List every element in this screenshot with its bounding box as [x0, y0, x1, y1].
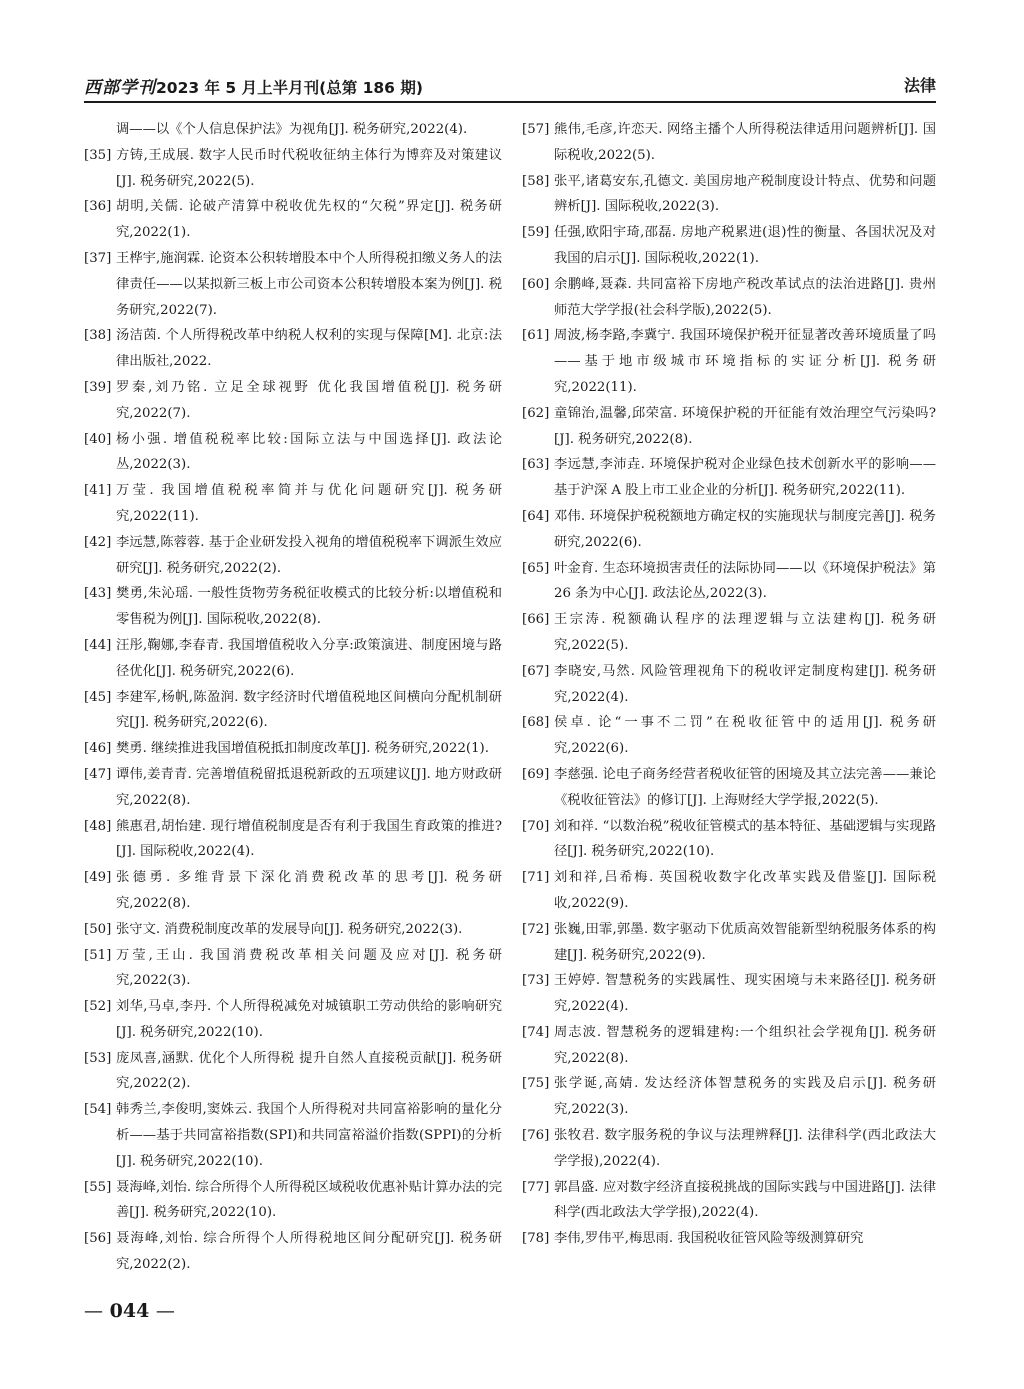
- reference-number: [75]: [522, 1076, 550, 1092]
- reference-number: [69]: [522, 766, 550, 782]
- reference-entry: [84, 685, 502, 737]
- reference-text: 万莹,王山. 我国消费税改革相关问题及应对[J]. 税务研究,2022(3).: [116, 947, 502, 989]
- reference-entry: [522, 117, 936, 169]
- reference-text: 周波,杨李路,李冀宁. 我国环境保护税开征显著改善环境质量了吗——基于地市级城市环境指标的实证分析[J]. 税务研究,2022(11).: [554, 328, 936, 395]
- reference-text: 张德勇. 多维背景下深化消费税改革的思考[J]. 税务研究,2022(8).: [116, 870, 502, 911]
- reference-number: [64]: [522, 508, 550, 524]
- reference-text: 刘和祥,吕希梅. 英国税收数字化改革实践及借鉴[J]. 国际税收,2022(9).: [554, 870, 936, 911]
- reference-text: 熊伟,毛彦,许恋天. 网络主播个人所得税法律适用问题辨析[J]. 国际税收,2022(5).: [554, 122, 936, 163]
- reference-number: [38]: [84, 328, 112, 344]
- reference-text: 胡明,关儒. 论破产清算中税收优先权的“欠税”界定[J]. 税务研究,2022(1).: [116, 199, 502, 241]
- footer-dash-right: —: [155, 1300, 175, 1322]
- section-title: 法律: [903, 76, 936, 95]
- reference-number: [71]: [522, 870, 550, 886]
- reference-number: [55]: [84, 1179, 112, 1195]
- reference-number: [52]: [84, 999, 112, 1015]
- reference-text: 王宗涛. 税额确认程序的法理逻辑与立法建构[J]. 税务研究,2022(5).: [554, 612, 936, 653]
- reference-text: 调——以《个人信息保护法》为视角[J]. 税务研究,2022(4).: [116, 122, 468, 137]
- reference-number: [48]: [84, 818, 112, 834]
- reference-number: [67]: [522, 663, 550, 679]
- reference-text: 叶金育. 生态环境损害责任的法际协同——以《环境保护税法》第 26 条为中心[J]. 政法论丛,2022(3).: [554, 560, 936, 602]
- reference-text: 樊勇,朱沁瑶. 一般性货物劳务税征收模式的比较分析:以增值税和零售税为例[J]. 国际税收,2022(8).: [116, 586, 502, 628]
- reference-entry: [84, 323, 502, 375]
- reference-entry: [84, 736, 502, 762]
- reference-number: [59]: [522, 225, 550, 241]
- reference-text: 李晓安,马然. 风险管理视角下的税收评定制度构建[J]. 税务研究,2022(4).: [554, 663, 936, 705]
- reference-text: 李伟,罗伟平,梅思雨. 我国税收征管风险等级测算研究: [554, 1231, 864, 1247]
- reference-number: [41]: [84, 483, 112, 499]
- reference-entry: [522, 659, 936, 711]
- reference-entry: [84, 917, 502, 943]
- reference-text: 李慈强. 论电子商务经营者税收征管的困境及其立法完善——兼论《税收征管法》的修订[J]. 上海财经大学学报,2022(5).: [554, 766, 936, 808]
- reference-entry: [84, 1046, 502, 1098]
- reference-number: [40]: [84, 431, 112, 447]
- reference-number: [62]: [522, 405, 550, 421]
- reference-number: [42]: [84, 534, 112, 550]
- reference-number: [58]: [522, 173, 550, 189]
- reference-number: [49]: [84, 870, 112, 886]
- reference-number: [60]: [522, 276, 550, 292]
- reference-entry: [84, 814, 502, 866]
- reference-entry: [522, 1020, 936, 1072]
- reference-text: 郭昌盛. 应对数字经济直接税挑战的国际实践与中国进路[J]. 法律科学(西北政法大学学报),2022(4).: [554, 1179, 936, 1221]
- reference-text: 韩秀兰,李俊明,窦姝云. 我国个人所得税对共同富裕影响的量化分析——基于共同富裕指数(SPI)和共同富裕溢价指数(SPPI)的分析[J]. 税务研究,2022(10).: [116, 1102, 502, 1169]
- reference-number: [57]: [522, 122, 550, 137]
- reference-number: [61]: [522, 328, 550, 344]
- reference-text: 侯卓. 论“一事不二罚”在税收征管中的适用[J]. 税务研究,2022(6).: [554, 715, 936, 757]
- page-header: [84, 71, 936, 103]
- reference-number: [78]: [522, 1231, 550, 1247]
- reference-number: [36]: [84, 199, 112, 215]
- reference-text: 王婷婷. 智慧税务的实践属性、现实困境与未来路径[J]. 税务研究,2022(4).: [554, 973, 936, 1015]
- reference-number: [70]: [522, 818, 550, 834]
- journal-logo: 西部学刊: [84, 78, 156, 98]
- reference-entry: [522, 556, 936, 608]
- reference-text: 谭伟,姜青青. 完善增值税留抵退税新政的五项建议[J]. 地方财政研究,2022(8).: [116, 766, 502, 808]
- reference-entry: [84, 943, 502, 995]
- reference-text: 聂海峰,刘怡. 综合所得个人所得税区域税收优惠补贴计算办法的完善[J]. 税务研究,2022(10).: [116, 1179, 502, 1221]
- reference-entry: [84, 478, 502, 530]
- reference-text: 万莹. 我国增值税税率简并与优化问题研究[J]. 税务研究,2022(11).: [116, 483, 502, 524]
- page-footer: [84, 1300, 175, 1322]
- reference-text: 汪彤,鞠娜,李春青. 我国增值税收入分享:政策演进、制度困境与路径优化[J]. 税务研究,2022(6).: [116, 637, 502, 679]
- reference-number: [35]: [84, 147, 112, 163]
- reference-number: [37]: [84, 250, 112, 266]
- reference-number: [47]: [84, 766, 112, 782]
- page-number: 044: [109, 1300, 150, 1322]
- reference-text: 庞凤喜,涵默. 优化个人所得税 提升自然人直接税贡献[J]. 税务研究,2022(2).: [116, 1050, 502, 1092]
- reference-entry: [84, 194, 502, 246]
- reference-number: [39]: [84, 379, 112, 395]
- reference-number: [54]: [84, 1102, 112, 1118]
- reference-entry: [84, 117, 502, 143]
- reference-entry: [522, 272, 936, 324]
- reference-entry: [84, 1226, 502, 1278]
- reference-entry: [522, 865, 936, 917]
- reference-entry: [522, 323, 936, 400]
- reference-text: 任强,欧阳宇琦,邵磊. 房地产税累进(退)性的衡量、各国状况及对我国的启示[J]. 国际税收,2022(1).: [554, 225, 936, 266]
- reference-text: 张学诞,高婧. 发达经济体智慧税务的实践及启示[J]. 税务研究,2022(3).: [554, 1076, 936, 1118]
- reference-entry: [84, 633, 502, 685]
- reference-entry: [84, 427, 502, 479]
- reference-entry: [522, 607, 936, 659]
- reference-number: [44]: [84, 637, 112, 653]
- reference-text: 聂海峰,刘怡. 综合所得个人所得税地区间分配研究[J]. 税务研究,2022(2).: [116, 1231, 502, 1273]
- reference-entry: [522, 452, 936, 504]
- reference-text: 樊勇. 继续推进我国增值税抵扣制度改革[J]. 税务研究,2022(1).: [116, 741, 489, 757]
- reference-number: [76]: [522, 1128, 550, 1144]
- reference-number: [53]: [84, 1050, 112, 1066]
- reference-number: [56]: [84, 1231, 112, 1247]
- reference-text: 李远慧,李沛垚. 环境保护税对企业绿色技术创新水平的影响——基于沪深 A 股上市工业企业的分析[J]. 税务研究,2022(11).: [554, 457, 936, 499]
- reference-number: [73]: [522, 973, 550, 989]
- reference-entry: [522, 401, 936, 453]
- reference-number: [77]: [522, 1179, 550, 1195]
- reference-text: 李远慧,陈蓉蓉. 基于企业研发投入视角的增值税税率下调派生效应研究[J]. 税务研究,2022(2).: [116, 534, 502, 576]
- right-column: [522, 117, 936, 1252]
- reference-number: [74]: [522, 1024, 550, 1040]
- reference-text: 张平,诸葛安东,孔德文. 美国房地产税制度设计特点、优势和问题辨析[J]. 国际税收,2022(3).: [554, 173, 936, 215]
- reference-number: [72]: [522, 921, 550, 937]
- reference-entry: [84, 1175, 502, 1227]
- left-column: [84, 117, 502, 1278]
- reference-entry: [84, 1097, 502, 1174]
- reference-text: 杨小强. 增值税税率比较:国际立法与中国选择[J]. 政法论丛,2022(3).: [116, 431, 502, 473]
- reference-entry: [522, 1175, 936, 1227]
- reference-number: [51]: [84, 947, 112, 963]
- reference-number: [46]: [84, 741, 112, 757]
- reference-text: 方铸,王成展. 数字人民币时代税收征纳主体行为博弈及对策建议[J]. 税务研究,2022(5).: [116, 147, 502, 189]
- reference-text: 王桦宇,施润霖. 论资本公积转增股本中个人所得税扣缴义务人的法律责任——以某拟新三板上市公司资本公积转增股本案为例[J]. 税务研究,2022(7).: [116, 250, 502, 318]
- reference-entry: [84, 143, 502, 195]
- reference-text: 张守文. 消费税制度改革的发展导向[J]. 税务研究,2022(3).: [116, 921, 463, 937]
- reference-text: 李建军,杨帆,陈盈润. 数字经济时代增值税地区间横向分配机制研究[J]. 税务研究,2022(6).: [116, 689, 502, 731]
- issue-info: 2023 年 5 月上半月刊(总第 186 期): [156, 79, 423, 97]
- reference-entry: [522, 917, 936, 969]
- reference-entry: [522, 169, 936, 221]
- reference-entry: [84, 994, 502, 1046]
- reference-number: [43]: [84, 586, 112, 602]
- reference-text: 刘和祥. “以数治税”税收征管模式的基本特征、基础逻辑与实现路径[J]. 税务研究,2022(10).: [554, 818, 936, 860]
- reference-text: 熊惠君,胡怡建. 现行增值税制度是否有利于我国生育政策的推进? [J]. 国际税收,2022(4).: [116, 818, 502, 860]
- reference-text: 罗秦,刘乃铭. 立足全球视野 优化我国增值税[J]. 税务研究,2022(7).: [116, 379, 502, 421]
- footer-dash-left: —: [84, 1300, 103, 1322]
- reference-entry: [522, 220, 936, 272]
- reference-text: 汤洁茵. 个人所得税改革中纳税人权利的实现与保障[M]. 北京:法律出版社,2022.: [116, 328, 502, 370]
- reference-text: 张牧君. 数字服务税的争议与法理辨释[J]. 法律科学(西北政法大学学报),2022(4).: [554, 1128, 936, 1169]
- reference-text: 周志波. 智慧税务的逻辑建构:一个组织社会学视角[J]. 税务研究,2022(8).: [554, 1024, 936, 1066]
- reference-text: 张巍,田霏,郭墨. 数字驱动下优质高效智能新型纳税服务体系的构建[J]. 税务研究,2022(9).: [554, 921, 936, 963]
- reference-entry: [84, 865, 502, 917]
- reference-entry: [84, 530, 502, 582]
- reference-entry: [522, 1226, 936, 1252]
- reference-entry: [84, 581, 502, 633]
- reference-entry: [84, 246, 502, 323]
- journal-title: [84, 73, 423, 98]
- reference-text: 余鹏峰,聂森. 共同富裕下房地产税改革试点的法治进路[J]. 贵州师范大学学报(社会科学版),2022(5).: [554, 276, 936, 318]
- reference-entry: [522, 1123, 936, 1175]
- reference-number: [63]: [522, 457, 550, 473]
- reference-number: [66]: [522, 612, 550, 628]
- reference-number: [45]: [84, 689, 112, 705]
- reference-text: 刘华,马卓,李丹. 个人所得税减免对城镇职工劳动供给的影响研究[J]. 税务研究,2022(10).: [116, 999, 502, 1040]
- reference-text: 童锦治,温馨,邱荣富. 环境保护税的开征能有效治理空气污染吗? [J]. 税务研究,2022(8).: [554, 405, 936, 447]
- reference-entry: [522, 968, 936, 1020]
- reference-number: [65]: [522, 560, 550, 576]
- reference-text: 邓伟. 环境保护税税额地方确定权的实施现状与制度完善[J]. 税务研究,2022(6).: [554, 508, 936, 550]
- reference-number: [50]: [84, 921, 112, 937]
- reference-entry: [84, 762, 502, 814]
- reference-entry: [522, 814, 936, 866]
- reference-entry: [522, 504, 936, 556]
- reference-entry: [522, 1071, 936, 1123]
- reference-entry: [522, 710, 936, 762]
- reference-number: [68]: [522, 715, 550, 731]
- reference-entry: [522, 762, 936, 814]
- reference-entry: [84, 375, 502, 427]
